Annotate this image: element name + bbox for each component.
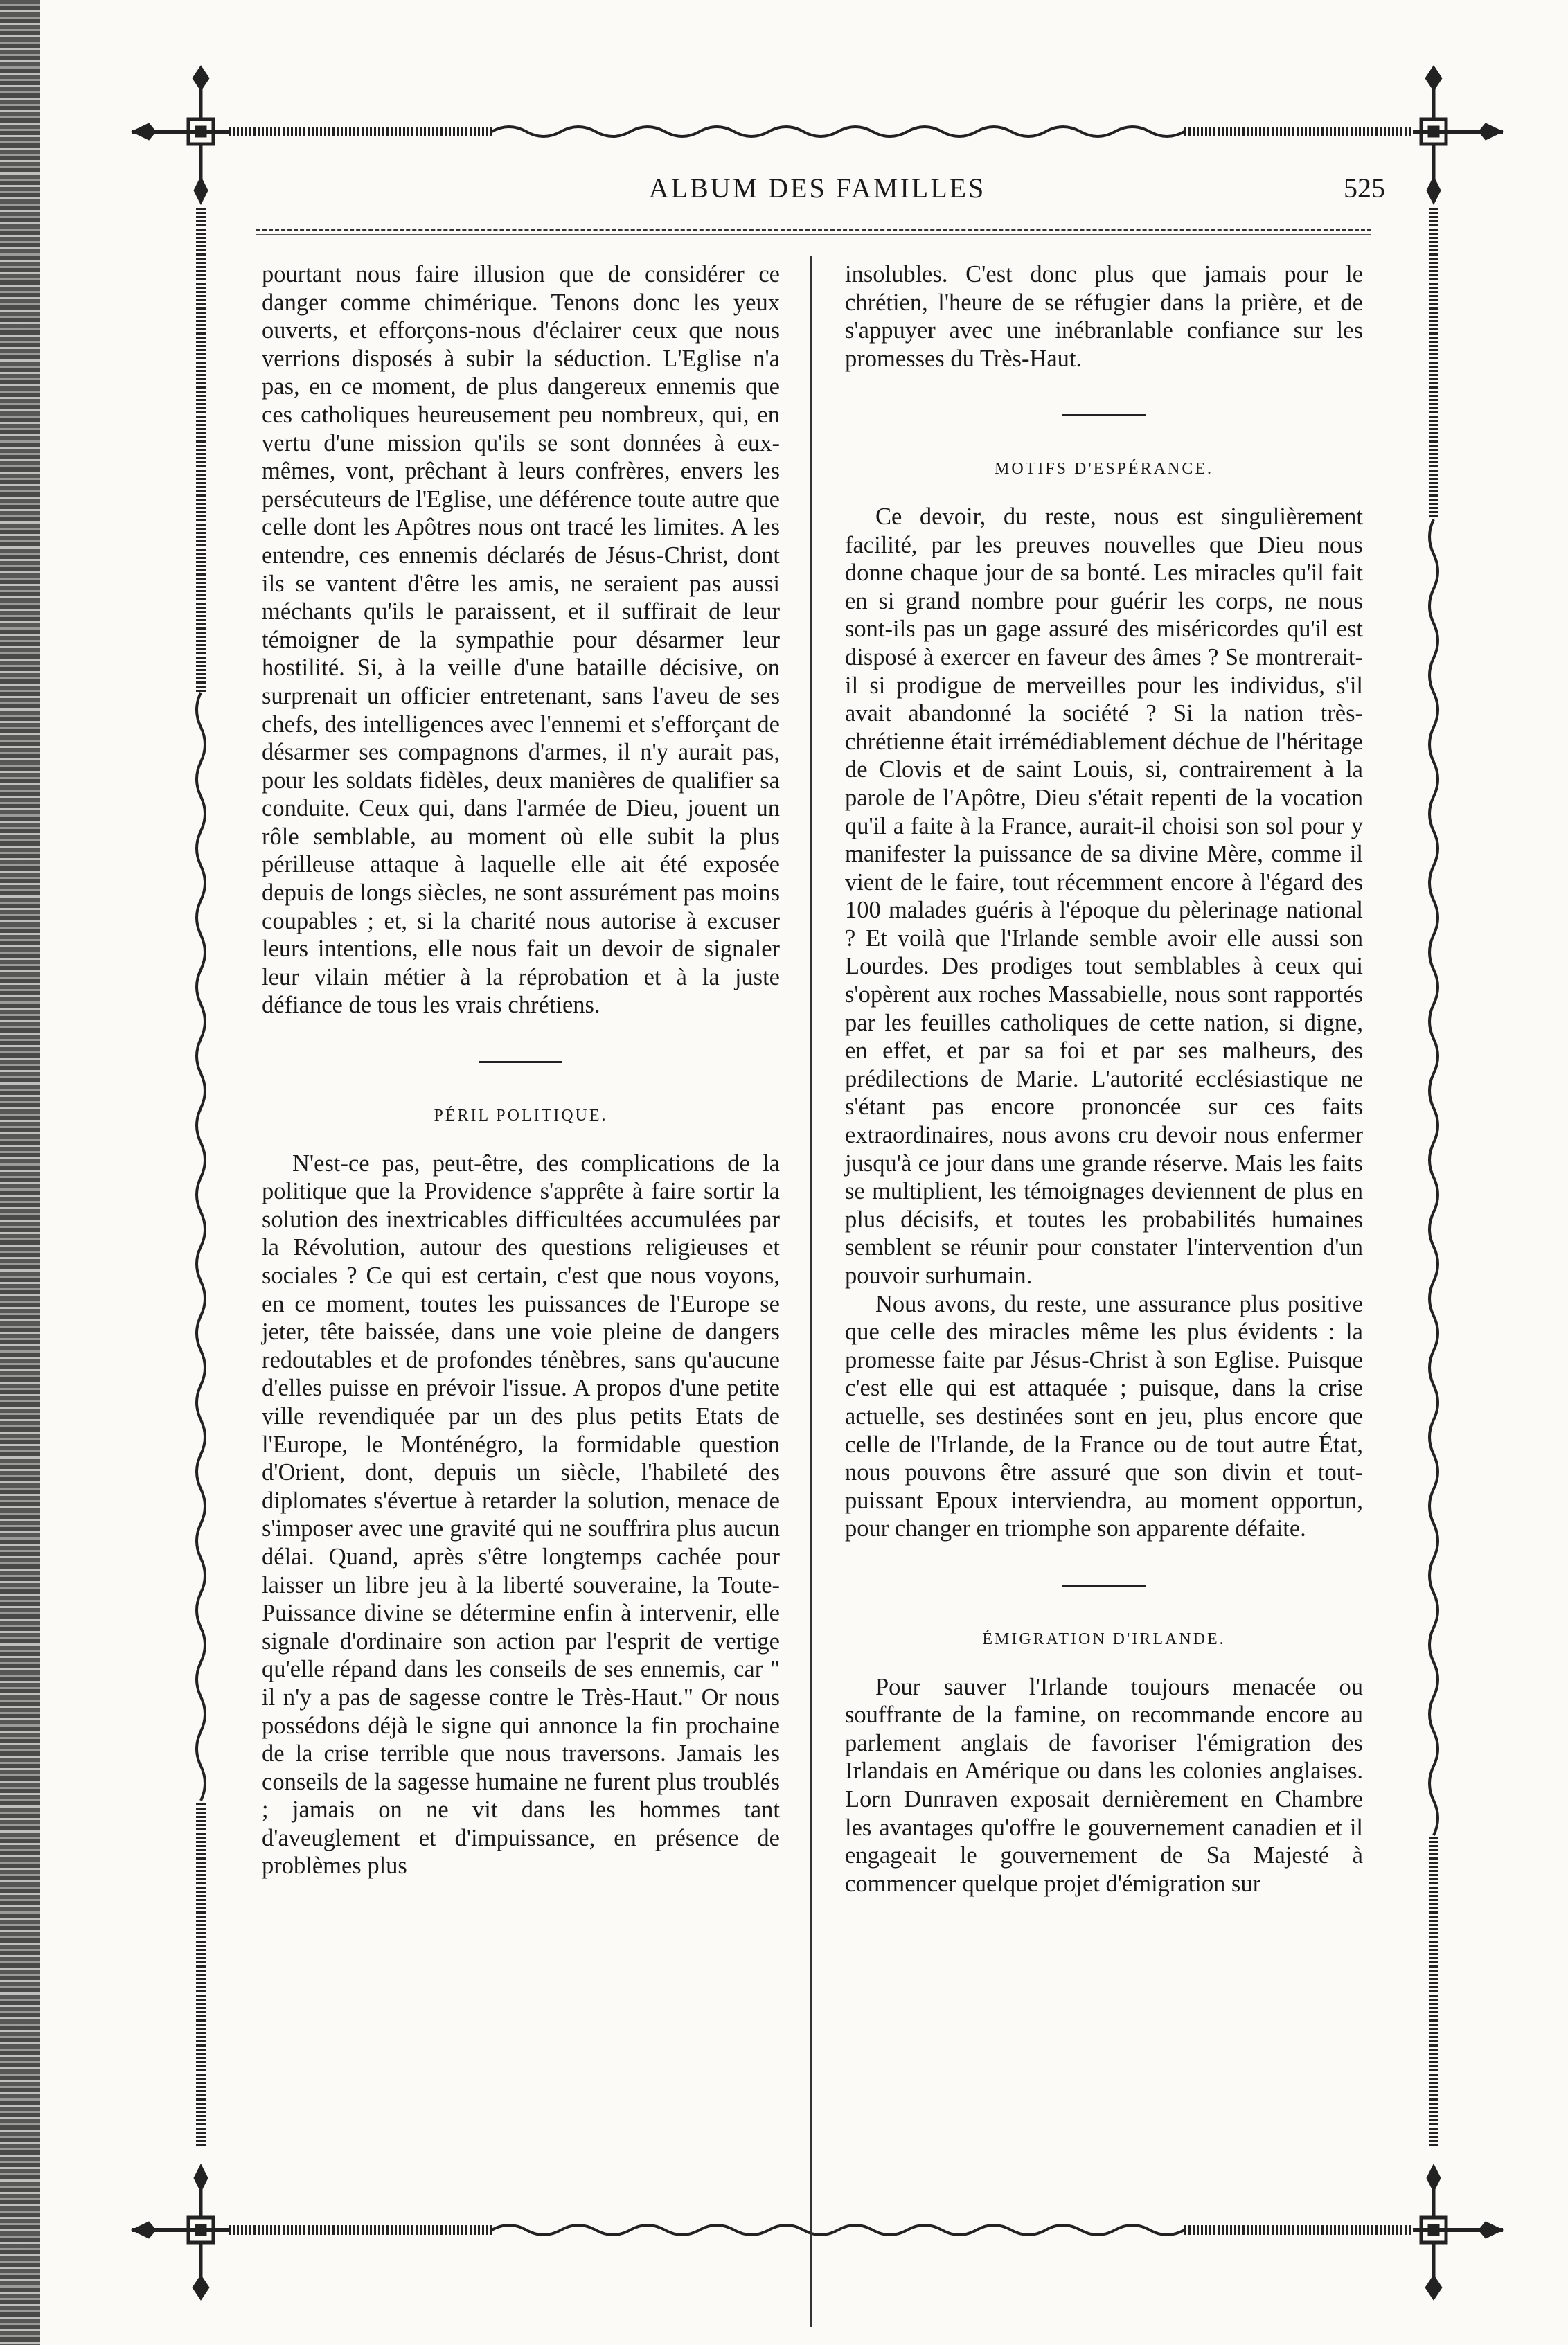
left-border-band (196, 208, 206, 2147)
header-rule (256, 229, 1371, 231)
header-rule-secondary (256, 234, 1371, 235)
paragraph: Ce devoir, du reste, nous est singulièrement facilité, par les preuves nouvelles que Dieu nous donne chaque jour de sa bonté. Les miracles qu'il fait en si grand nombre pour guérir les corps, ne nous sont-ils pas un gage assuré des miséricordes qu'il est disposé à exercer en faveur des âmes ? Se montrerait-il si prodigue de merveilles pour les individus, s'il avait abandonné la société ? Si la nation très-chrétienne était irrémédiablement déchue de l'héritage de Clovis et de saint Louis, si, contrairement à la parole de l'Apôtre, Dieu s'était repenti de la vocation qu'il a faite à la France, aurait-il choisi son sol pour y manifester la puissance de sa divine Mère, comme il vient de le faire, tout récemment encore à l'égard des 100 malades guéris à l'époque du pèlerinage national ? Et voilà que l'Irlande semble avoir elle aussi son Lourdes. Des prodiges tout semblables à ceux qui s'opèrent aux roches Massabielle, nous sont rapportés par les feuilles catholiques de cette nation, si digne, en effet, et par sa foi et par ses malheurs, des prédilections de Marie. L'autorité ecclésiastique ne s'étant pas encore prononcée sur ces faits extraordinaires, nous avons cru devoir nous enfermer jusqu'à ce jour dans une grande réserve. Mais les faits se multiplient, les témoignages deviennent de plus en plus décisifs, et toutes les probabilités humaines semblent se réunir pour constater l'intervention d'un pouvoir surhumain. (845, 503, 1363, 1289)
section-heading: ÉMIGRATION D'IRLANDE. (982, 1630, 1226, 1648)
paragraph: Pour sauver l'Irlande toujours menacée ou souffrante de la famine, on recommande encore au parlement anglais de favoriser l'émigration des Irlandais en Amérique ou dans les colonies anglaises. Lorn Dunraven exposait dernièrement en Chambre les avantages qu'offre le gouvernement canadien et il engageait le gouvernement de Sa Majesté à commencer quelque projet d'émigration sur (845, 1673, 1363, 1897)
section-heading: MOTIFS D'ESPÉRANCE. (994, 460, 1214, 479)
bottom-border-band (132, 2225, 1503, 2235)
right-border-band (1429, 208, 1438, 2147)
running-title: ALBUM DES FAMILLES (648, 172, 986, 204)
top-border-band (132, 127, 1503, 136)
paragraph: insolubles. C'est donc plus que jamais pour le chrétien, l'heure de se réfugier dans la prière, et de s'appuyer avec une inébranlable confiance sur les promesses du Très-Haut. (845, 261, 1363, 372)
page-header (249, 172, 1385, 213)
corner-ornament-top-left (132, 66, 213, 204)
left-column (262, 260, 780, 1880)
section-separator (1062, 414, 1146, 416)
column-divider (810, 256, 812, 2327)
right-column (845, 260, 1363, 1898)
section-separator (479, 1061, 562, 1063)
paragraph: N'est-ce pas, peut-être, des complications de la politique que la Providence s'apprête à faire sortir la solution des inextricables difficultées accumulées par la Révolution, autour des questions religieuses et sociales ? Ce qui est certain, c'est que nous voyons, en ce moment, toutes les puissances de l'Europe se jeter, tête baissée, dans une voie pleine de dangers redoutables et de profondes ténèbres, sans qu'aucune d'elles puisse en prévoir l'issue. A propos d'une petite ville revendiquée par un des plus petits Etats de l'Europe, le Monténégro, la formidable question d'Orient, dont, depuis un siècle, l'habileté des diplomates s'évertue à retarder la solution, menace de s'imposer avec une gravité qui ne souffrira plus aucun délai. Quand, après s'être longtemps cachée pour laisser un libre jeu à la liberté souveraine, la Toute-Puissance divine se détermine enfin à intervenir, elle signale d'ordinaire son action par l'esprit de vertige qu'elle répand dans les conseils de ses ennemis, car " il n'y a pas de sagesse contre le Très-Haut." Or nous possédons déjà le signe qui annonce la fin prochaine de la crise terrible que nous traversons. Jamais les conseils de la sagesse humaine ne furent plus troublés ; jamais on ne vit dans les hommes tant d'aveuglement et d'impuissance, en présence de problèmes plus (262, 1150, 780, 1880)
section-separator (1062, 1585, 1146, 1587)
corner-ornament-top-right (1421, 66, 1503, 204)
paragraph: pourtant nous faire illusion que de considérer ce danger comme chimérique. Tenons donc les yeux ouverts, et efforçons-nous d'éclairer ceux que nous verrions disposés à subir la séduction. L'Eglise n'a pas, en ce moment, de plus dangereux ennemis que ces catholiques heureusement peu nombreux, qui, en vertu d'une mission qu'ils se sont données à eux-mêmes, vont, prêchant à leurs confrères, envers les persécuteurs de l'Eglise, une déférence toute autre que celle dont les Apôtres nous ont tracé les limites. A les entendre, ces ennemis déclarés de Jésus-Christ, dont ils se vantent d'être les amis, ne seraient pas aussi méchants qu'ils le paraissent, et il suffirait de leur témoigner de la sympathie pour désarmer leur hostilité. Si, à la veille d'une bataille décisive, on surprenait un officier entretenant, sans l'aveu de ses chefs, des intelligences avec l'ennemi et s'efforçant de désarmer ses compagnons d'armes, il n'y aurait pas, pour les soldats fidèles, deux manières de qualifier sa conduite. Ceux qui, dans l'armée de Dieu, jouent un rôle semblable, au moment où elle subit la plus périlleuse attaque à laquelle elle ait été exposée depuis de longs siècles, ne sont assurément pas moins coupables ; et, si la charité nous autorise à excuser leurs intentions, elle nous fait un devoir de signaler leur vilain métier à la réprobation et à la juste défiance de tous les vrais chrétiens. (262, 261, 780, 1019)
paragraph: Nous avons, du reste, une assurance plus positive que celle des miracles même les plus évidents : la promesse faite par Jésus-Christ à son Eglise. Puisque c'est elle qui est attaquée ; puisque, dans la crise actuelle, ses destinées sont en jeu, plus encore que celle de l'Irlande, de la France ou de tout autre État, nous pouvons être assuré que son divin et tout-puissant Epoux interviendra, au moment opportun, pour changer en triomphe son apparente défaite. (845, 1290, 1363, 1542)
page-number: 525 (1344, 172, 1385, 204)
section-heading: PÉRIL POLITIQUE. (434, 1107, 608, 1125)
